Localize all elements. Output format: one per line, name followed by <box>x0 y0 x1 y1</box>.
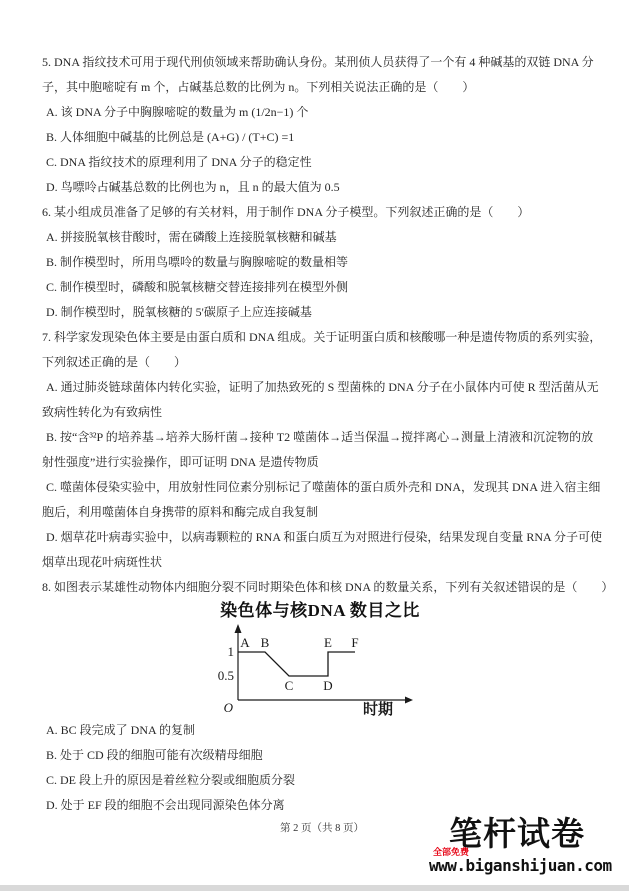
chart-origin-label: O <box>223 700 233 715</box>
option-line: D. 处于 EF 段的细胞不会出现同源染色体分离 <box>46 798 285 812</box>
option-line: A. BC 段完成了 DNA 的复制 <box>46 723 196 737</box>
stem-line: 6. 某小组成员准备了足够的有关材料，用于制作 DNA 分子模型。下列叙述正确的是（ ） <box>42 205 530 219</box>
stem-line: 8. 如图表示某雄性动物体内细胞分裂不同时期染色体和核 DNA 的数量关系，下列有关叙述错误的是（ ） <box>42 580 614 594</box>
chart-line <box>238 652 355 676</box>
option-line: 胞后，利用噬菌体自身携带的原料和酶完成自我复制 <box>42 505 319 519</box>
y-tick-label: 0.5 <box>217 668 234 683</box>
option-line: B. 按“含³²P 的培养基→培养大肠杆菌→接种 T2 噬菌体→适当保温→搅拌离心→测量上清液和沉淀物的放 <box>46 430 594 444</box>
chromosome-dna-ratio-chart <box>210 622 440 718</box>
option-line: B. 人体细胞中碱基的比例总是 (A+G) / (T+C) =1 <box>46 130 295 144</box>
chart-point-label-d: D <box>323 678 333 693</box>
question-5 <box>42 50 602 200</box>
option-line: 射性强度”进行实验操作，即可证明 DNA 是遗传物质 <box>42 455 319 469</box>
bottom-edge-strip <box>0 885 629 891</box>
option-line: B. 制作模型时，所用鸟嘌呤的数量与胸腺嘧啶的数量相等 <box>46 255 349 269</box>
option-line: D. 制作模型时，脱氧核糖的 5'碳原子上应连接碱基 <box>46 305 312 319</box>
stem-line: 子，其中胞嘧啶有 m 个，占碱基总数的比例为 n。下列相关说法正确的是（ ） <box>42 80 475 94</box>
option-line: C. 噬菌体侵染实验中，用放射性同位素分别标记了噬菌体的蛋白质外壳和 DNA，发现其 DNA 进入宿主细 <box>46 480 601 494</box>
option-line: C. 制作模型时，磷酸和脱氧核糖交替连接排列在模型外侧 <box>46 280 349 294</box>
chart-title: 染色体与核DNA 数目之比 <box>220 601 420 620</box>
stem-line: 5. DNA 指纹技术可用于现代刑侦领域来帮助确认身份。某刑侦人员获得了一个有 4 种碱基的双链 DNA 分 <box>42 55 594 69</box>
option-line: C. DE 段上升的原因是着丝粒分裂或细胞质分裂 <box>46 773 296 787</box>
option-line: D. 鸟嘌呤占碱基总数的比例也为 n，且 n 的最大值为 0.5 <box>46 180 340 194</box>
page-number: 第 2 页（共 8 页） <box>280 823 364 834</box>
option-line: B. 处于 CD 段的细胞可能有次级精母细胞 <box>46 748 263 762</box>
stem-line: 7. 科学家发现染色体主要是由蛋白质和 DNA 组成。关于证明蛋白质和核酸哪一种是遗传物质的系列实验， <box>42 330 602 344</box>
chart-point-label-c: C <box>284 678 294 693</box>
question-8 <box>42 575 614 818</box>
chart-point-label-a: A <box>240 635 250 650</box>
option-line: 致病性转化为有致病性 <box>42 405 163 419</box>
watermark-url: www.biganshijuan.com <box>429 856 612 875</box>
question-7 <box>42 325 602 575</box>
option-line: A. 通过肺炎链球菌体内转化实验，证明了加热致死的 S 型菌株的 DNA 分子在小鼠体内可使 R 型活菌从无 <box>46 380 599 394</box>
watermark <box>411 815 621 883</box>
question-6 <box>42 200 602 325</box>
option-line: A. 该 DNA 分子中胸腺嘧啶的数量为 m (1/2n−1) 个 <box>46 105 309 119</box>
ratio-chart <box>170 600 470 718</box>
chart-point-label-f: F <box>351 635 359 650</box>
watermark-free-label: 全部免费 <box>433 847 470 857</box>
page-content <box>42 50 614 838</box>
y-tick-label: 1 <box>227 644 234 659</box>
chart-point-label-b: B <box>260 635 270 650</box>
x-axis-arrow-icon <box>405 697 413 704</box>
option-line: A. 拼接脱氧核苷酸时，需在磷酸上连接脱氧核糖和碱基 <box>46 230 337 244</box>
option-line: C. DNA 指纹技术的原理利用了 DNA 分子的稳定性 <box>46 155 312 169</box>
stem-line: 下列叙述正确的是（ ） <box>42 355 187 369</box>
chart-x-axis-label: 时期 <box>362 702 394 718</box>
option-line: 烟草出现花叶病斑性状 <box>42 555 163 569</box>
y-axis-arrow-icon <box>235 624 242 633</box>
watermark-brand: 笔杆试卷 <box>449 815 585 852</box>
chart-point-label-e: E <box>324 635 332 650</box>
option-line: D. 烟草花叶病毒实验中，以病毒颗粒的 RNA 和蛋白质互为对照进行侵染，结果发现自变量 RNA 分子可使 <box>46 530 603 544</box>
